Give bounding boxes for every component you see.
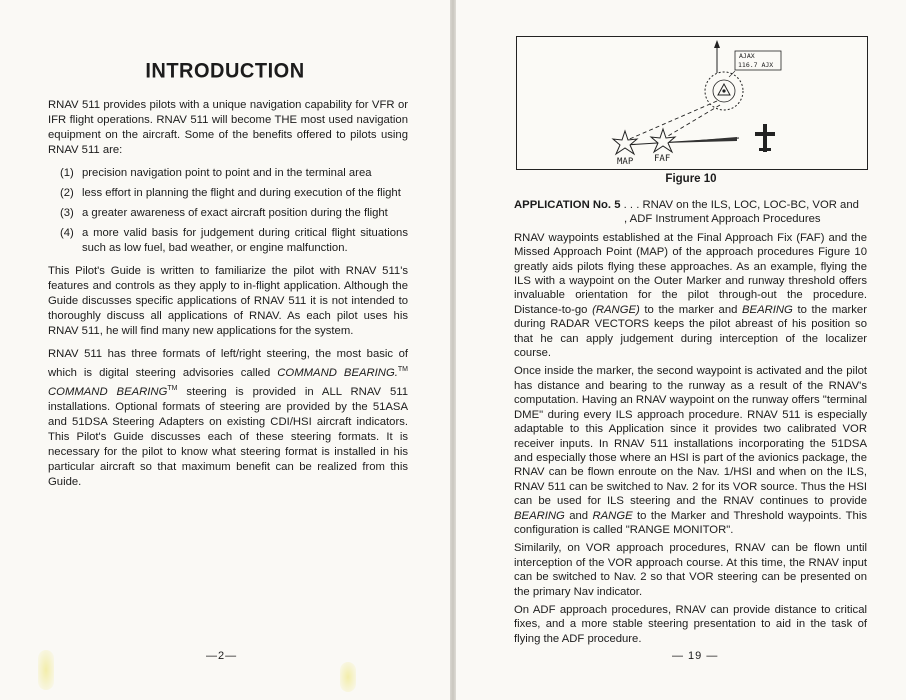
map-waypoint-icon [613, 131, 637, 154]
map-label: MAP [617, 157, 634, 167]
page-smudge [38, 650, 54, 690]
station-label-name: AJAX [739, 52, 755, 60]
radial-to-map [625, 101, 717, 141]
page-number: —2— [206, 650, 238, 662]
steering-text: steering is provided in ALL RNAV 511 installations. Optional formats of steering are provided by the 51ASA and 51DSA Steering Adapters on existing CDI/HSI aircraft indicators. This Pilot's Guide discusses each of these steering formats. It is necessary for the pilot to know what steering format is installed in his particular aircraft so that maximum benefit can be realized from this Guide. [48, 385, 409, 488]
benefits-list [48, 166, 408, 256]
left-page [0, 0, 450, 700]
steering-text: RNAV 511 has three formats of left/right steering, the most basic of which is digital steering advisories called [48, 348, 408, 379]
aircraft-icon [755, 124, 775, 152]
list-item-number: (3) [60, 207, 74, 219]
application-paragraph-3: Similarily, on VOR approach procedures, RNAV can be flown until interception of the VOR approach course. At this time, the RNAV input can be switched to Nav. 2 so that VOR steering can be presented on the primary Nav indicator. [514, 542, 867, 598]
trademark-mark: TM [167, 384, 178, 392]
application-subtitle: , ADF Instrument Approach Procedures [624, 213, 821, 226]
application-heading [514, 198, 867, 227]
approach-figure [516, 36, 868, 170]
list-item-number: (4) [60, 227, 74, 239]
page-number: — 19 — [672, 650, 719, 662]
list-item-text: a more valid basis for judgement during critical flight situations such as low fuel, bad weather, or engine malfunction. [82, 227, 408, 254]
left-page-body [48, 98, 408, 498]
paragraph-text: to the Marker and Threshold waypoints. This configuration is called "RANGE MONITOR". [514, 509, 867, 536]
guide-paragraph: This Pilot's Guide is written to familiarize the pilot with RNAV 511's features and controls as they apply to in-flight application. Although the Guide discusses specific applications of RNAV 511 it is not intended to thoroughly discuss all applications of RNAV. As each pilot uses his RNAV 511, he will find many new applications for the system. [48, 265, 408, 337]
intro-paragraph: RNAV 511 provides pilots with a unique navigation capability for VFR or IFR flight operations. RNAV 511 will become THE most used navigation equipment on the aircraft. Some of the benefits offered to pilots using RNAV 511 are: [48, 99, 408, 156]
application-paragraph-2 [514, 364, 867, 537]
application-label: APPLICATION No. 5 [514, 199, 621, 211]
application-paragraph-1 [514, 231, 867, 361]
steering-paragraph [48, 347, 408, 490]
north-arrow-icon [714, 40, 720, 48]
list-item-text: a greater awareness of exact aircraft position during the flight [82, 207, 388, 219]
right-page [456, 0, 906, 700]
application-title-line: RNAV on the ILS, LOC, LOC-BC, VOR and [642, 199, 859, 211]
paragraph-text: to the marker during RADAR VECTORS keeps the pilot abreast of his position so that he can apply judgement during interception of the localizer course. [514, 303, 867, 360]
command-bearing-term: COMMAND BEARING [48, 385, 168, 398]
page-title: INTRODUCTION [145, 59, 305, 83]
application-dots: . . . [620, 199, 643, 211]
range-term: RANGE [592, 509, 633, 522]
right-page-body [514, 198, 867, 650]
range-term: (RANGE) [592, 303, 640, 316]
paragraph-text: to the marker and [639, 303, 742, 316]
paragraph-text: and [564, 509, 593, 522]
paragraph-text: Once inside the marker, the second waypoint is activated and the pilot has distance and bearing to the runway as a result of the RNAV's computation. Having an RNAV waypoint on the runway offers "terminal DME" during every ILS approach procedure. RNAV 511 is especially adaptable to this Application since it provides two calibrated VOR receiver inputs. In RNAV 511 installations incorporating the 51DSA and especially those where an HSI is part of the avionics package, the RNAV can be flown enroute on the Nav. 1/HSI and when on the ILS, RNAV 511 can be switched to Nav. 2 for its VOR source. Thus the HSI can be used for ILS steering and the RNAV continues to provide [514, 365, 867, 508]
station-label-freq: 116.7 AJX [738, 61, 774, 69]
list-item [48, 186, 408, 201]
list-item-number: (1) [60, 167, 74, 179]
approach-diagram [517, 37, 867, 169]
label-leader [729, 71, 735, 77]
trademark-mark: TM [397, 366, 409, 373]
vor-station-icon [705, 72, 743, 110]
list-item-text: precision navigation point to point and in the terminal area [82, 167, 372, 179]
list-item-number: (2) [60, 187, 74, 199]
list-item [48, 226, 408, 256]
radial-to-faf [663, 105, 720, 139]
paragraph-text: RNAV waypoints established at the Final Approach Fix (FAF) and the Missed Approach Point (MAP) of the approach procedures Figure 10 greatly aids pilots flying these approaches. As an example, flying the ILS with a waypoint on the Outer Marker and runway threshold offers invaluable orientation for the pilot through-out the procedure. Distance-to-go [514, 231, 867, 316]
list-item-text: less effort in planning the flight and during execution of the flight [82, 187, 401, 199]
faf-waypoint-icon [651, 129, 675, 152]
application-paragraph-4: On ADF approach procedures, RNAV can provide distance to critical fixes, and a more stable steering presentation to aid in the task of flying the ADF procedure. [514, 603, 867, 645]
faf-label: FAF [654, 154, 671, 164]
list-item [48, 166, 408, 181]
figure-caption: Figure 10 [665, 173, 717, 185]
bearing-term: BEARING [514, 509, 565, 522]
bearing-term: BEARING [742, 303, 793, 316]
command-bearing-term: COMMAND BEARING. [277, 366, 398, 379]
page-smudge [340, 662, 356, 692]
list-item [48, 206, 408, 221]
